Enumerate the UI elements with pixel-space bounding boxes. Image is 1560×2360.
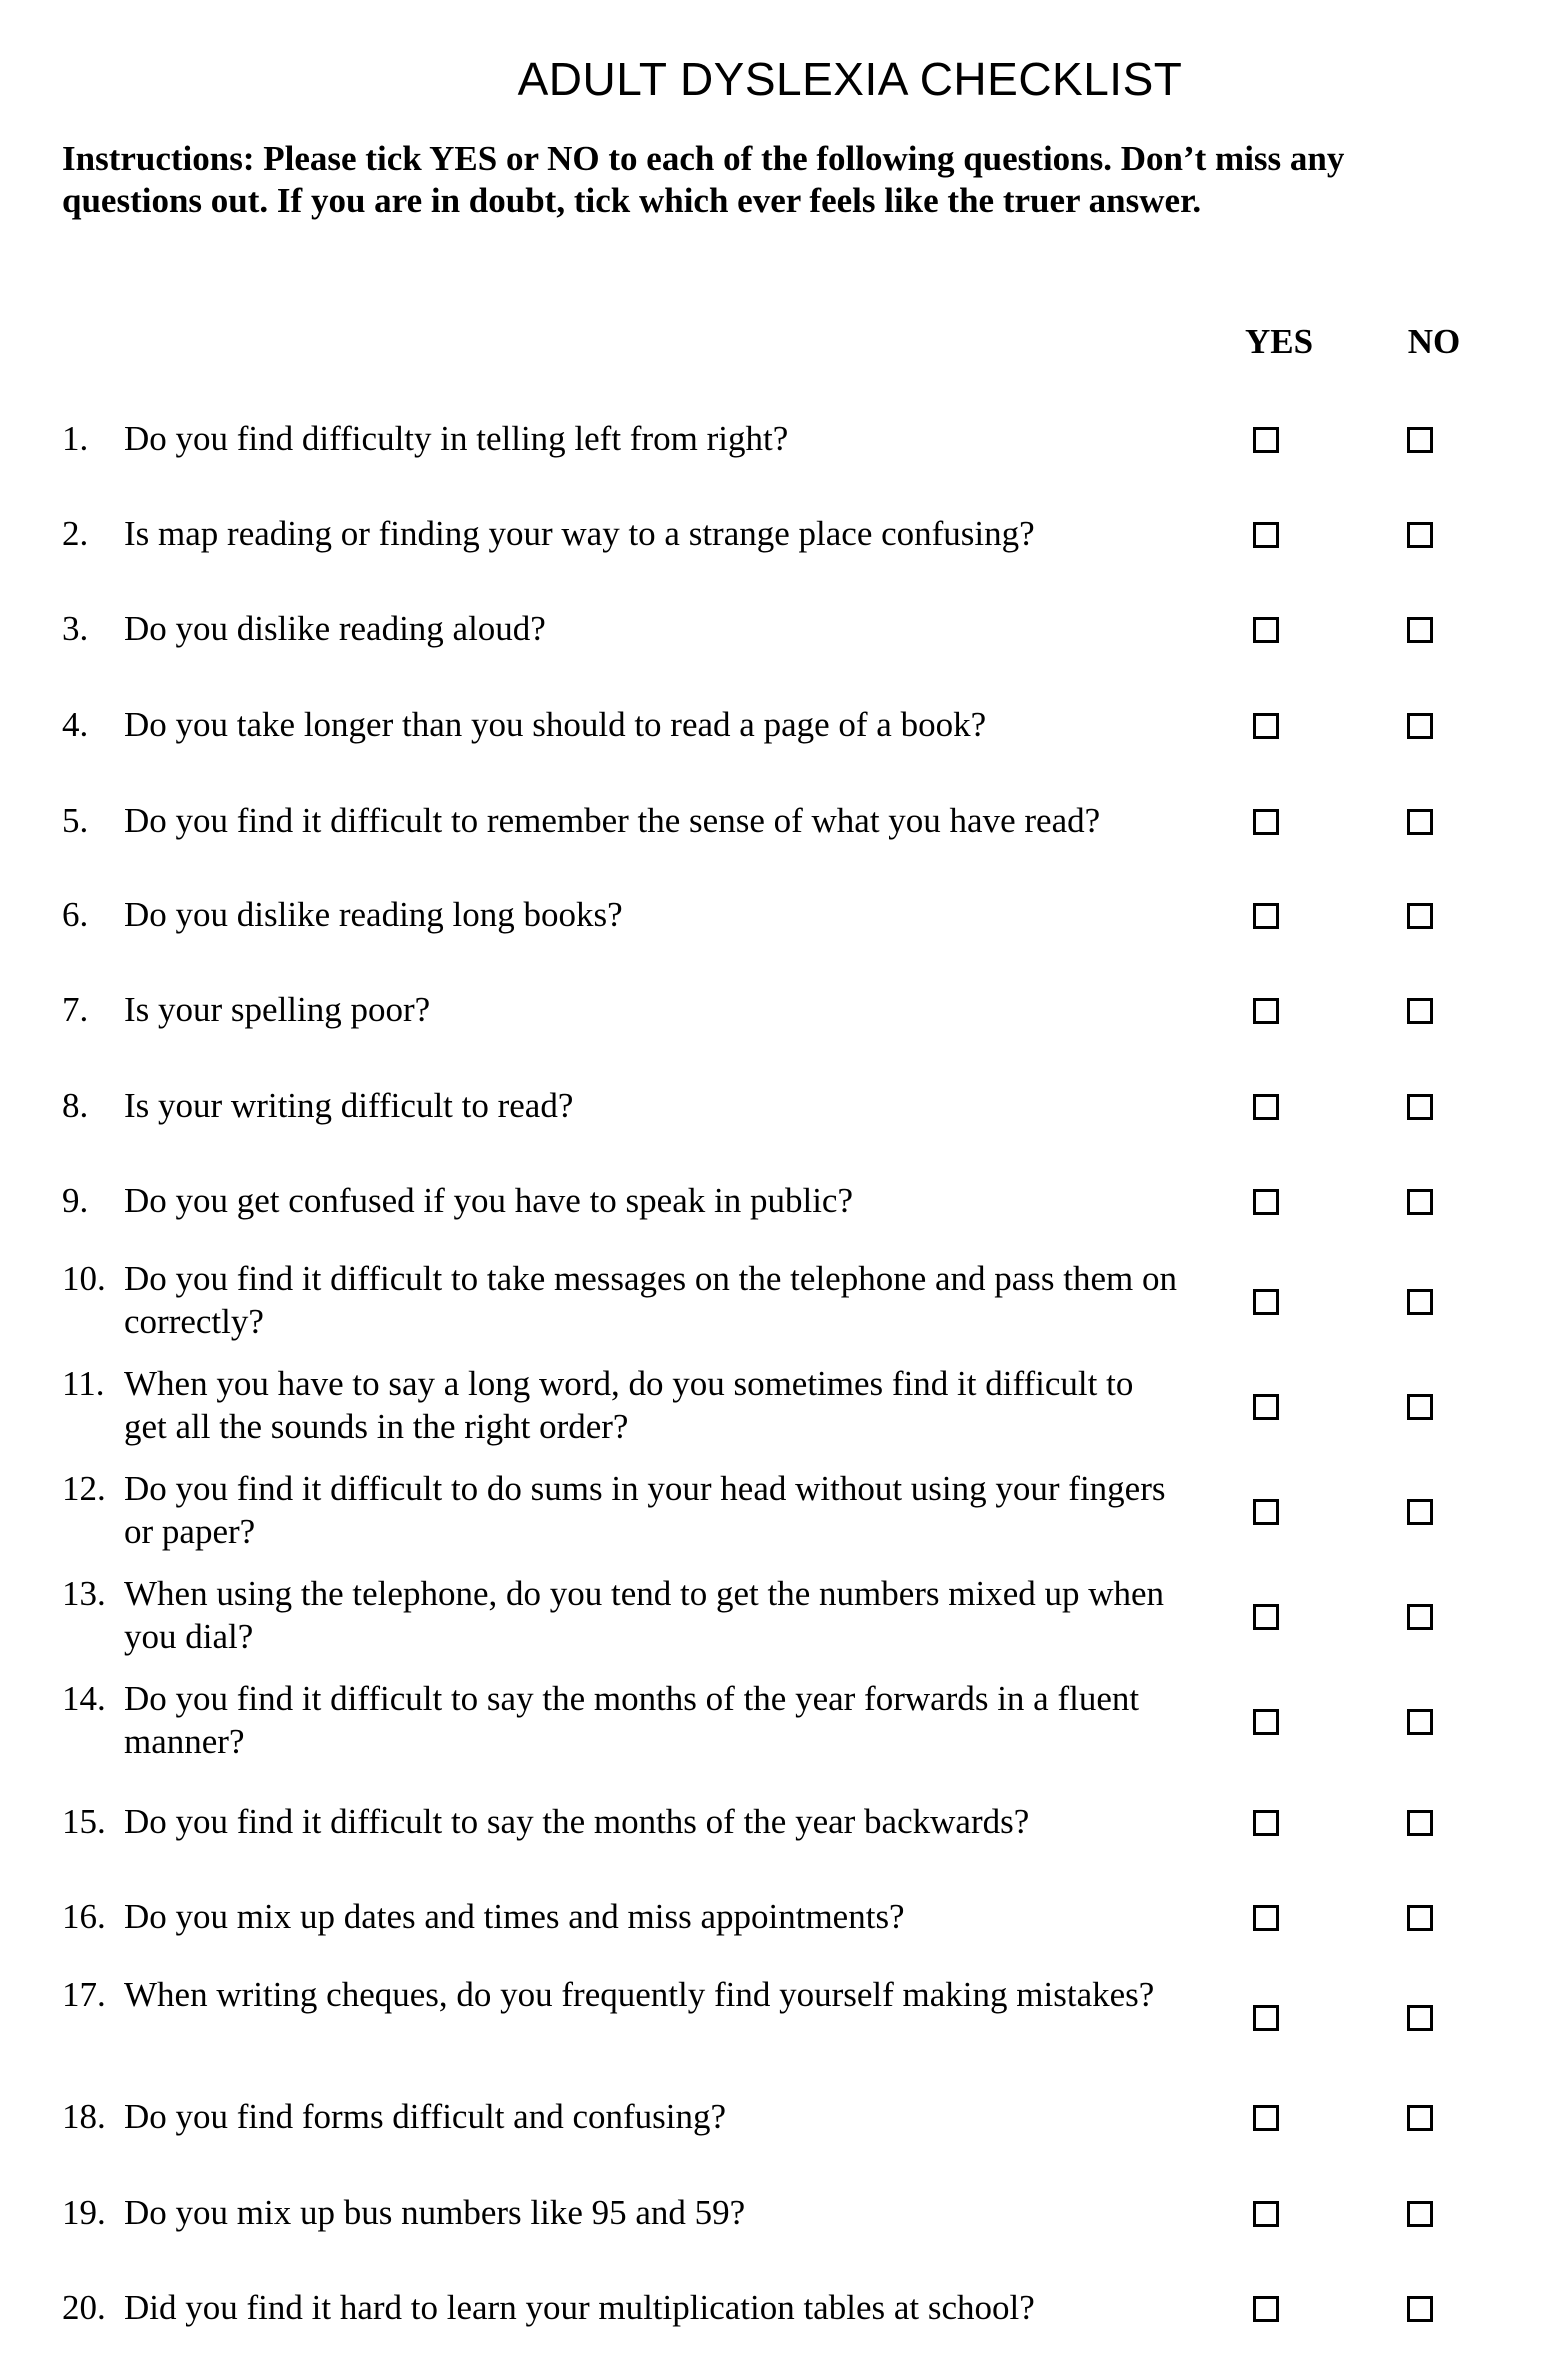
- yes-checkbox[interactable]: [1253, 1709, 1279, 1735]
- question-number: 14.: [62, 1679, 106, 1718]
- no-checkbox[interactable]: [1407, 1394, 1433, 1420]
- question-text: Is your spelling poor?: [124, 989, 431, 1029]
- question-number: 8.: [62, 1085, 89, 1125]
- no-checkbox[interactable]: [1407, 2105, 1433, 2131]
- no-checkbox[interactable]: [1407, 1189, 1433, 1215]
- no-checkbox[interactable]: [1407, 2005, 1433, 2031]
- no-checkbox[interactable]: [1407, 1289, 1433, 1315]
- no-checkbox[interactable]: [1407, 1499, 1433, 1525]
- no-checkbox[interactable]: [1407, 1094, 1433, 1120]
- question-text: Do you find it difficult to take messages on the telephone and pass them on correctly?: [124, 1259, 1178, 1341]
- question-number: 10.: [62, 1259, 106, 1298]
- yes-checkbox[interactable]: [1253, 1604, 1279, 1630]
- question-number: 11.: [62, 1364, 105, 1403]
- no-checkbox[interactable]: [1407, 713, 1433, 739]
- question-text: Did you find it hard to learn your multiplication tables at school?: [124, 2287, 1035, 2327]
- question-text: Is map reading or finding your way to a strange place confusing?: [124, 513, 1035, 553]
- question-text: Do you find it difficult to do sums in your head without using your fingers or paper?: [124, 1469, 1166, 1551]
- question-number: 4.: [62, 704, 89, 744]
- yes-checkbox[interactable]: [1253, 2201, 1279, 2227]
- question-text: Do you take longer than you should to read a page of a book?: [124, 704, 987, 744]
- yes-checkbox[interactable]: [1253, 427, 1279, 453]
- no-checkbox[interactable]: [1407, 1810, 1433, 1836]
- question-number: 3.: [62, 608, 89, 648]
- question-text: Is your writing difficult to read?: [124, 1085, 574, 1125]
- question-number: 20.: [62, 2287, 106, 2327]
- question-text: Do you find difficulty in telling left from right?: [124, 418, 789, 458]
- yes-checkbox[interactable]: [1253, 809, 1279, 835]
- yes-checkbox[interactable]: [1253, 2296, 1279, 2322]
- question-number: 9.: [62, 1180, 89, 1220]
- yes-checkbox[interactable]: [1253, 2005, 1279, 2031]
- yes-checkbox[interactable]: [1253, 713, 1279, 739]
- yes-checkbox[interactable]: [1253, 1394, 1279, 1420]
- no-checkbox[interactable]: [1407, 998, 1433, 1024]
- yes-checkbox[interactable]: [1253, 1289, 1279, 1315]
- no-checkbox[interactable]: [1407, 617, 1433, 643]
- question-number: 19.: [62, 2192, 106, 2232]
- no-checkbox[interactable]: [1407, 427, 1433, 453]
- yes-checkbox[interactable]: [1253, 1810, 1279, 1836]
- no-checkbox[interactable]: [1407, 903, 1433, 929]
- question-text: Do you find forms difficult and confusing?: [124, 2096, 727, 2136]
- question-number: 2.: [62, 513, 89, 553]
- question-text: When writing cheques, do you frequently find yourself making mistakes?: [124, 1975, 1155, 2014]
- yes-checkbox[interactable]: [1253, 1094, 1279, 1120]
- page-title: ADULT DYSLEXIA CHECKLIST: [517, 53, 1183, 105]
- yes-checkbox[interactable]: [1253, 522, 1279, 548]
- no-checkbox[interactable]: [1407, 2296, 1433, 2322]
- yes-checkbox[interactable]: [1253, 998, 1279, 1024]
- yes-checkbox[interactable]: [1253, 1499, 1279, 1525]
- question-text: When you have to say a long word, do you sometimes find it difficult to get all the sounds in the right order?: [124, 1364, 1134, 1446]
- question-text: When using the telephone, do you tend to get the numbers mixed up when you dial?: [124, 1574, 1165, 1656]
- instructions: Instructions: Please tick YES or NO to each of the following questions. Don’t miss any questions out. If you are in doubt, tick which ever feels like the truer answer.: [62, 139, 1345, 220]
- question-number: 13.: [62, 1574, 106, 1613]
- question-text: Do you mix up bus numbers like 95 and 59?: [124, 2192, 746, 2232]
- question-text: Do you dislike reading long books?: [124, 894, 623, 934]
- question-number: 12.: [62, 1469, 106, 1508]
- question-text: Do you dislike reading aloud?: [124, 608, 546, 648]
- yes-checkbox[interactable]: [1253, 2105, 1279, 2131]
- question-text: Do you find it difficult to say the months of the year backwards?: [124, 1801, 1030, 1841]
- question-text: Do you get confused if you have to speak in public?: [124, 1180, 853, 1220]
- question-number: 18.: [62, 2096, 106, 2136]
- no-checkbox[interactable]: [1407, 2201, 1433, 2227]
- no-checkbox[interactable]: [1407, 809, 1433, 835]
- question-text: Do you find it difficult to remember the sense of what you have read?: [124, 800, 1101, 840]
- no-checkbox[interactable]: [1407, 522, 1433, 548]
- question-number: 5.: [62, 800, 89, 840]
- question-number: 15.: [62, 1801, 106, 1841]
- question-number: 6.: [62, 894, 89, 934]
- yes-checkbox[interactable]: [1253, 1189, 1279, 1215]
- question-number: 7.: [62, 989, 89, 1029]
- question-text: Do you mix up dates and times and miss appointments?: [124, 1896, 905, 1936]
- question-number: 17.: [62, 1975, 106, 2014]
- no-checkbox[interactable]: [1407, 1905, 1433, 1931]
- yes-checkbox[interactable]: [1253, 903, 1279, 929]
- yes-column-header: YES: [1244, 322, 1314, 361]
- question-number: 1.: [62, 418, 89, 458]
- no-checkbox[interactable]: [1407, 1604, 1433, 1630]
- question-text: Do you find it difficult to say the months of the year forwards in a fluent manner?: [124, 1679, 1140, 1761]
- yes-checkbox[interactable]: [1253, 1905, 1279, 1931]
- yes-checkbox[interactable]: [1253, 617, 1279, 643]
- no-column-header: NO: [1407, 322, 1461, 361]
- question-number: 16.: [62, 1896, 106, 1936]
- no-checkbox[interactable]: [1407, 1709, 1433, 1735]
